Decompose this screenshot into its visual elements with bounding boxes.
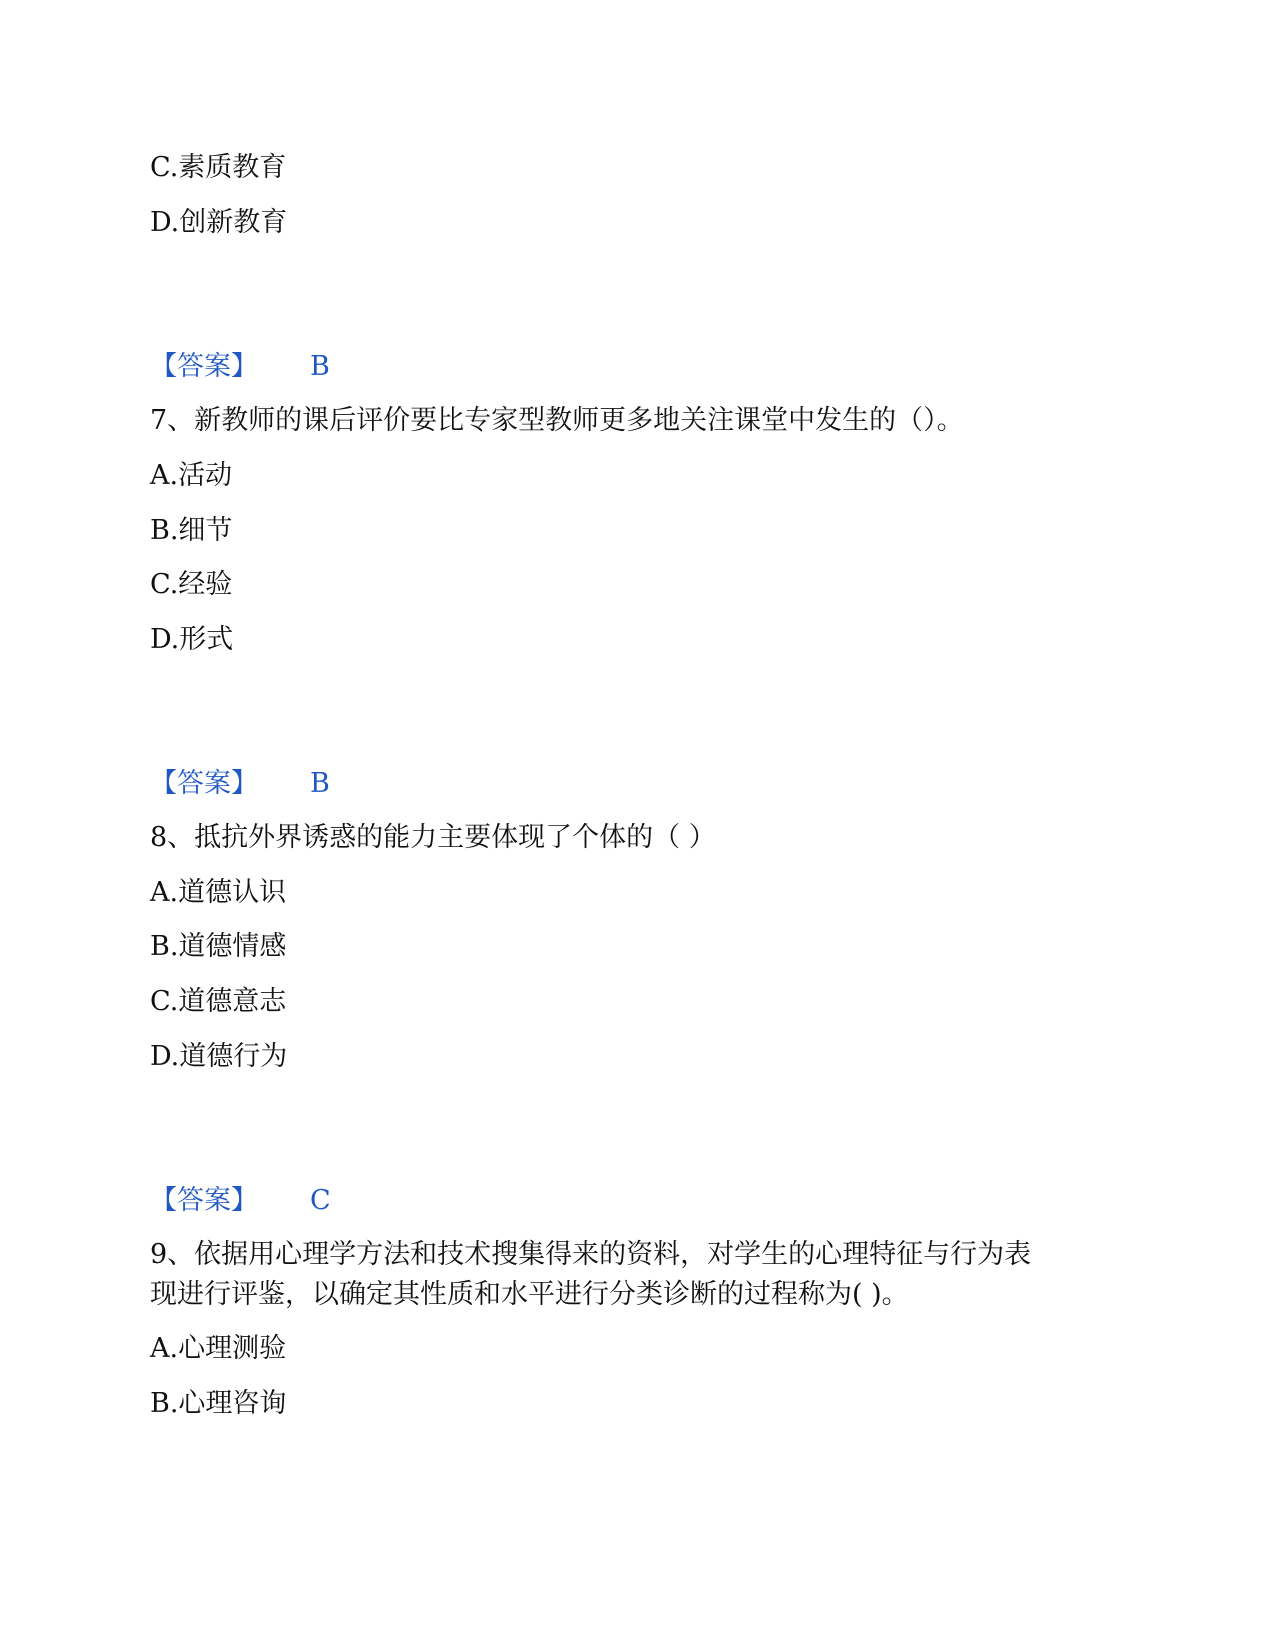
answer-7 bbox=[150, 764, 330, 804]
option-7d: D.形式 bbox=[150, 624, 234, 655]
option-8a: A.道德认识 bbox=[150, 877, 287, 908]
answer-label: 【答案】 bbox=[150, 351, 258, 382]
option-6c: C.素质教育 bbox=[150, 152, 287, 183]
answer-label: 【答案】 bbox=[150, 768, 258, 799]
option-8d: D.道德行为 bbox=[150, 1041, 288, 1072]
answer-label: 【答案】 bbox=[150, 1185, 258, 1216]
option-8b: B.道德情感 bbox=[150, 931, 287, 962]
option-6d: D.创新教育 bbox=[150, 207, 288, 238]
option-9b: B.心理咨询 bbox=[150, 1388, 287, 1419]
option-7c: C.经验 bbox=[150, 569, 233, 600]
answer-8 bbox=[150, 1181, 331, 1221]
question-8: 8、抵抗外界诱惑的能力主要体现了个体的（ ） bbox=[150, 822, 716, 853]
answer-6 bbox=[150, 347, 330, 387]
answer-value: C bbox=[310, 1185, 331, 1216]
option-7a: A.活动 bbox=[150, 460, 233, 491]
option-9a: A.心理测验 bbox=[150, 1333, 287, 1364]
answer-value: B bbox=[310, 768, 330, 799]
answer-value: B bbox=[310, 351, 330, 382]
question-9-line1: 9、依据用心理学方法和技术搜集得来的资料，对学生的心理特征与行为表 bbox=[150, 1239, 1032, 1270]
option-8c: C.道德意志 bbox=[150, 986, 287, 1017]
question-7: 7、新教师的课后评价要比专家型教师更多地关注课堂中发生的（）。 bbox=[150, 405, 964, 436]
question-9-line2: 现进行评鉴，以确定其性质和水平进行分类诊断的过程称为( )。 bbox=[150, 1279, 909, 1310]
option-7b: B.细节 bbox=[150, 515, 233, 546]
